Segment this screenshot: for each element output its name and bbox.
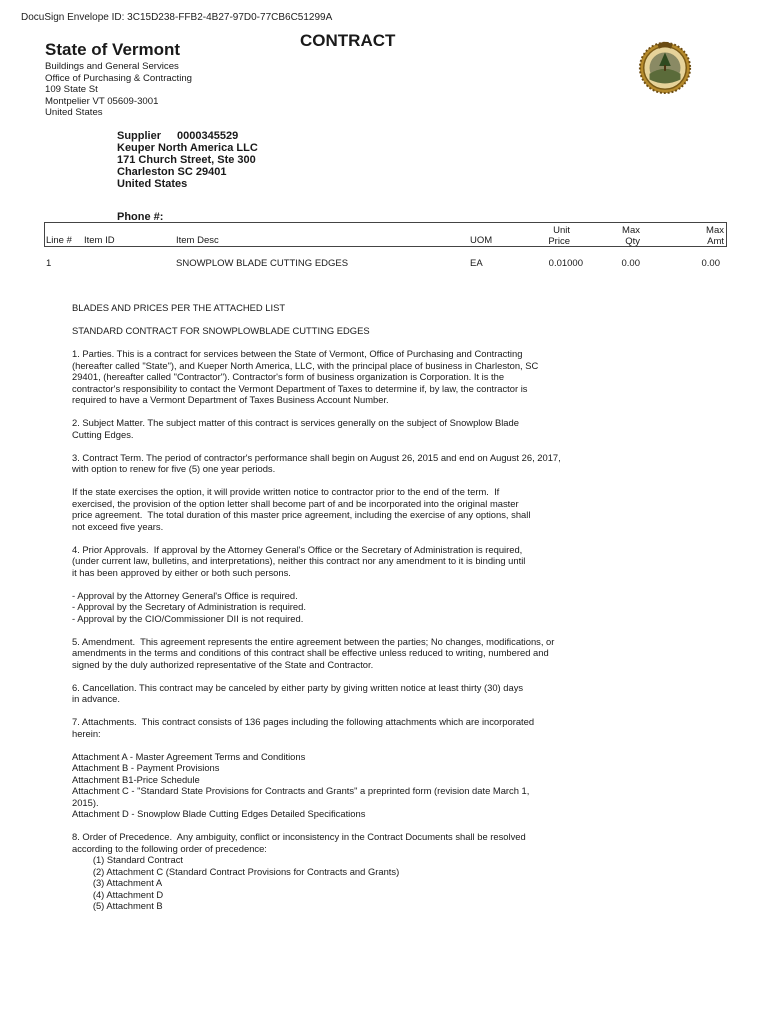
row-line-number: 1 bbox=[46, 258, 52, 269]
org-line: Buildings and General Services bbox=[45, 61, 179, 72]
body-paragraph: STANDARD CONTRACT FOR SNOWPLOWBLADE CUTTING EDGES bbox=[72, 325, 370, 336]
header-max-amt-line2: Amt bbox=[707, 236, 724, 247]
org-line: 109 State St bbox=[45, 84, 98, 96]
body-paragraph: 3. Contract Term. The period of contractor's performance shall begin on August 26, 2015 and end on August 26, 2017, with option to renew for five (5) one year periods. bbox=[72, 451, 561, 474]
supplier-line: 171 Church Street, Ste 300 bbox=[117, 154, 256, 166]
header-max-qty-line1: Max bbox=[622, 225, 640, 236]
header-unit-price-line2: Price bbox=[548, 236, 570, 247]
header-item-desc: Item Desc bbox=[176, 235, 219, 246]
docusign-envelope-id: DocuSign Envelope ID: 3C15D238-FFB2-4B27-97D0-77CB6C51299A bbox=[21, 12, 333, 23]
body-paragraph: 6. Cancellation. This contract may be canceled by either party by giving written notice at least thirty (30) days in advance. bbox=[72, 681, 524, 704]
row-max-qty: 0.00 bbox=[621, 258, 640, 269]
vermont-seal-icon bbox=[636, 37, 694, 95]
row-max-amt: 0.00 bbox=[701, 258, 720, 269]
body-paragraph: Attachment A - Master Agreement Terms and Conditions Attachment B - Payment Provisions Attachment B1-Price Schedule Attachment C - "Standard State Provisions for Contracts and Grants" a preprinted form (revision date March 1, 2015). Attachment D - Snowplow Blade Cutting Edges Detailed Specifications bbox=[72, 750, 530, 819]
supplier-line: United States bbox=[117, 178, 188, 190]
header-max-qty-line2: Qty bbox=[625, 236, 640, 247]
header-max-amt bbox=[670, 225, 724, 247]
header-uom: UOM bbox=[470, 235, 493, 246]
org-line: Montpelier VT 05609-3001 bbox=[45, 95, 159, 107]
table-header-right-rule bbox=[726, 222, 727, 247]
body-paragraph: 7. Attachments. This contract consists of 136 pages including the following attachments which are incorporated herein: bbox=[72, 716, 535, 739]
supplier-line: Keuper North America LLC bbox=[117, 142, 258, 154]
header-max-amt-line1: Max bbox=[706, 225, 724, 236]
header-unit-price bbox=[520, 225, 570, 247]
body-paragraph: 1. Parties. This is a contract for services between the State of Vermont, Office of Purchasing and Contracting (hereafter called "State"), and Kueper North America, LLC, with the principal place of business in Charleston, SC 29401, (hereafter called "Contractor"). Contractor's form of business organization is Corporation. It is the contractor's responsibility to contact the Vermont Department of Taxes to determine if, by law, the contractor is required to have a Vermont Department of Taxes Business Account Number. bbox=[72, 348, 539, 405]
supplier-label: Supplier bbox=[117, 130, 162, 142]
document-title: CONTRACT bbox=[300, 31, 396, 50]
header-max-qty bbox=[590, 225, 640, 247]
header-line-number: Line # bbox=[46, 235, 72, 246]
organization-address bbox=[45, 61, 192, 119]
organization-name: State of Vermont bbox=[45, 40, 181, 59]
row-unit-price: 0.01000 bbox=[548, 258, 583, 269]
body-paragraph: 2. Subject Matter. The subject matter of this contract is services generally on the subject of Snowplow Blade Cutting Edges. bbox=[72, 417, 519, 440]
table-header-top-rule bbox=[44, 222, 727, 223]
supplier-line: Charleston SC 29401 bbox=[117, 166, 227, 178]
header-item-id: Item ID bbox=[84, 235, 115, 246]
body-paragraph: - Approval by the Attorney General's Office is required. - Approval by the Secretary of Administration is required. - Approval by the CIO/Commissioner DII is not required. bbox=[72, 589, 306, 624]
org-line: Office of Purchasing & Contracting bbox=[45, 72, 193, 84]
contract-body bbox=[72, 302, 612, 923]
phone-label: Phone #: bbox=[117, 211, 164, 223]
row-item-desc: SNOWPLOW BLADE CUTTING EDGES bbox=[176, 258, 349, 269]
supplier-block bbox=[117, 130, 258, 190]
body-paragraph: If the state exercises the option, it will provide written notice to contractor prior to the end of the term. If exercised, the provision of the option letter shall become part of and be incorporated into the original master price agreement. The total duration of this master price agreement, including the exercise of any options, shall not exceed five years. bbox=[72, 486, 531, 532]
body-paragraph: 8. Order of Precedence. Any ambiguity, conflict or inconsistency in the Contract Documents shall be resolved according to the following order of precedence: (1) Standard Contract (2) Attachment C (Standard Contract Provisions for Contracts and Grants) (3) Attachment A (4) Attachment D (5) Attachment B bbox=[72, 831, 526, 911]
body-paragraph: 4. Prior Approvals. If approval by the Attorney General's Office or the Secretary of Administration is required, (under current law, bulletins, and interpretations), neither this contract nor any amendment to it is binding until it has been approved by either or both such persons. bbox=[72, 543, 526, 578]
header-unit-price-line1: Unit bbox=[553, 225, 570, 236]
table-header-left-rule bbox=[44, 222, 45, 247]
row-uom: EA bbox=[470, 258, 483, 269]
body-paragraph: 5. Amendment. This agreement represents the entire agreement between the parties; No changes, modifications, or amendments in the terms and conditions of this contract shall be effective unless reduced to writing, numbered and signed by the duly authorized representative of the State and Contractor. bbox=[72, 635, 555, 670]
org-line: United States bbox=[45, 107, 103, 119]
body-paragraph: BLADES AND PRICES PER THE ATTACHED LIST bbox=[72, 302, 286, 313]
supplier-id: 0000345529 bbox=[177, 130, 239, 142]
